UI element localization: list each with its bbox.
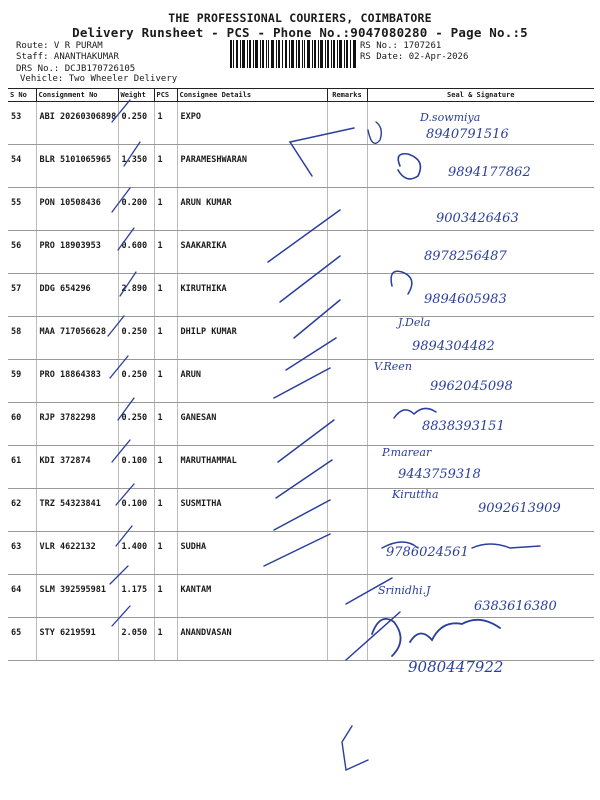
cell-consignee: KANTAM bbox=[177, 575, 327, 618]
staff-label: Staff: ANANTHAKUMAR bbox=[16, 52, 119, 62]
table-row bbox=[8, 360, 594, 403]
cell-consignee: ARUN KUMAR bbox=[177, 188, 327, 231]
runsheet-title: Delivery Runsheet - PCS - Phone No.:9047080280 - Page No.:5 bbox=[72, 25, 528, 40]
cell-signature bbox=[367, 231, 594, 274]
cell-remarks bbox=[327, 618, 367, 661]
cell-signature bbox=[367, 317, 594, 360]
handwritten-phone: 9092613909 bbox=[478, 501, 561, 516]
table-header-row bbox=[8, 89, 594, 102]
route-label: Route: V R PURAM bbox=[16, 41, 103, 51]
cell-weight: 0.200 bbox=[118, 188, 154, 231]
cell-remarks bbox=[327, 317, 367, 360]
table-row bbox=[8, 231, 594, 274]
cell-sno: 61 bbox=[8, 446, 36, 489]
cell-signature bbox=[367, 618, 594, 661]
cell-sno: 65 bbox=[8, 618, 36, 661]
cell-signature bbox=[367, 532, 594, 575]
cell-consignment: MAA 717056628 bbox=[36, 317, 118, 360]
cell-pcs: 1 bbox=[154, 575, 177, 618]
table-row bbox=[8, 145, 594, 188]
cell-consignee: SUDHA bbox=[177, 532, 327, 575]
cell-consignee: DHILP KUMAR bbox=[177, 317, 327, 360]
table-row bbox=[8, 575, 594, 618]
cell-weight: 1.350 bbox=[118, 145, 154, 188]
cell-remarks bbox=[327, 403, 367, 446]
cell-signature bbox=[367, 188, 594, 231]
handwritten-name: D.sowmiya bbox=[420, 111, 481, 124]
drs-number: DRS No.: DCJB170726105 bbox=[16, 64, 136, 74]
barcode-icon bbox=[230, 40, 356, 68]
company-name: THE PROFESSIONAL COURIERS, COIMBATORE bbox=[168, 11, 432, 25]
handwritten-phone: 9894605983 bbox=[424, 292, 507, 307]
cell-consignment: PRO 18903953 bbox=[36, 231, 118, 274]
cell-weight: 2.050 bbox=[118, 618, 154, 661]
cell-consignment: STY 6219591 bbox=[36, 618, 118, 661]
handwritten-name: Kiruttha bbox=[392, 488, 439, 501]
cell-sno: 56 bbox=[8, 231, 36, 274]
cell-consignment: BLR 5101065965 bbox=[36, 145, 118, 188]
handwritten-phone: 9786024561 bbox=[386, 545, 469, 560]
rs-number: RS No.: 1707261 bbox=[360, 41, 442, 51]
col-header: S No bbox=[8, 89, 36, 102]
cell-remarks bbox=[327, 575, 367, 618]
handwritten-name: Srinidhi.J bbox=[378, 584, 431, 597]
cell-sno: 58 bbox=[8, 317, 36, 360]
cell-remarks bbox=[327, 489, 367, 532]
cell-weight: 0.250 bbox=[118, 317, 154, 360]
handwritten-phone: 9080447922 bbox=[408, 658, 504, 676]
col-header: PCS bbox=[154, 89, 177, 102]
cell-weight: 0.100 bbox=[118, 489, 154, 532]
handwritten-name: P.marear bbox=[382, 446, 432, 459]
cell-sno: 63 bbox=[8, 532, 36, 575]
handwritten-phone: 9443759318 bbox=[398, 467, 481, 482]
cell-signature bbox=[367, 102, 594, 145]
handwritten-phone: 8978256487 bbox=[424, 249, 507, 264]
cell-pcs: 1 bbox=[154, 274, 177, 317]
cell-weight: 0.100 bbox=[118, 446, 154, 489]
cell-consignment: PRO 18864383 bbox=[36, 360, 118, 403]
cell-signature bbox=[367, 446, 594, 489]
table-row bbox=[8, 489, 594, 532]
cell-pcs: 1 bbox=[154, 403, 177, 446]
cell-consignment: ABI 20260306898 bbox=[36, 102, 118, 145]
handwritten-phone: 9894177862 bbox=[448, 165, 531, 180]
cell-consignment: TRZ 54323841 bbox=[36, 489, 118, 532]
cell-consignee: EXPO bbox=[177, 102, 327, 145]
cell-remarks bbox=[327, 102, 367, 145]
table-row bbox=[8, 317, 594, 360]
handwritten-phone: 8940791516 bbox=[426, 127, 509, 142]
cell-remarks bbox=[327, 145, 367, 188]
cell-consignment: VLR 4622132 bbox=[36, 532, 118, 575]
cell-pcs: 1 bbox=[154, 145, 177, 188]
cell-weight: 0.600 bbox=[118, 231, 154, 274]
cell-remarks bbox=[327, 231, 367, 274]
cell-sno: 59 bbox=[8, 360, 36, 403]
cell-remarks bbox=[327, 360, 367, 403]
cell-pcs: 1 bbox=[154, 446, 177, 489]
col-header: Remarks bbox=[327, 89, 367, 102]
cell-sno: 55 bbox=[8, 188, 36, 231]
cell-consignment: KDI 372874 bbox=[36, 446, 118, 489]
cell-signature bbox=[367, 145, 594, 188]
cell-signature bbox=[367, 360, 594, 403]
cell-sno: 57 bbox=[8, 274, 36, 317]
cell-pcs: 1 bbox=[154, 489, 177, 532]
cell-signature bbox=[367, 489, 594, 532]
table-row bbox=[8, 403, 594, 446]
cell-pcs: 1 bbox=[154, 618, 177, 661]
cell-consignment: SLM 392595981 bbox=[36, 575, 118, 618]
cell-pcs: 1 bbox=[154, 532, 177, 575]
handwritten-phone: 9962045098 bbox=[430, 379, 513, 394]
cell-consignee: MARUTHAMMAL bbox=[177, 446, 327, 489]
cell-sno: 60 bbox=[8, 403, 36, 446]
cell-weight: 2.890 bbox=[118, 274, 154, 317]
cell-consignee: SUSMITHA bbox=[177, 489, 327, 532]
cell-consignee: KIRUTHIKA bbox=[177, 274, 327, 317]
handwritten-phone: 9894304482 bbox=[412, 339, 495, 354]
vehicle-label: Vehicle: Two Wheeler Delivery bbox=[20, 74, 178, 84]
cell-pcs: 1 bbox=[154, 360, 177, 403]
handwritten-phone: 6383616380 bbox=[474, 599, 557, 614]
cell-remarks bbox=[327, 274, 367, 317]
cell-consignment: PON 10508436 bbox=[36, 188, 118, 231]
handwritten-name: J.Dela bbox=[398, 316, 431, 329]
cell-signature bbox=[367, 274, 594, 317]
cell-pcs: 1 bbox=[154, 317, 177, 360]
cell-consignee: PARAMESHWARAN bbox=[177, 145, 327, 188]
col-header: Seal & Signature bbox=[367, 89, 594, 102]
table-row bbox=[8, 532, 594, 575]
cell-pcs: 1 bbox=[154, 188, 177, 231]
cell-weight: 1.175 bbox=[118, 575, 154, 618]
cell-sno: 62 bbox=[8, 489, 36, 532]
cell-consignee: ANANDVASAN bbox=[177, 618, 327, 661]
table-row bbox=[8, 618, 594, 661]
cell-sno: 54 bbox=[8, 145, 36, 188]
cell-weight: 0.250 bbox=[118, 403, 154, 446]
signature-scribble bbox=[342, 726, 368, 770]
cell-remarks bbox=[327, 532, 367, 575]
cell-remarks bbox=[327, 188, 367, 231]
cell-pcs: 1 bbox=[154, 231, 177, 274]
cell-pcs: 1 bbox=[154, 102, 177, 145]
table-row bbox=[8, 102, 594, 145]
cell-weight: 0.250 bbox=[118, 360, 154, 403]
cell-consignment: RJP 3782298 bbox=[36, 403, 118, 446]
cell-weight: 0.250 bbox=[118, 102, 154, 145]
rs-date: RS Date: 02-Apr-2026 bbox=[360, 52, 469, 62]
col-header: Consignee Details bbox=[177, 89, 327, 102]
table-row bbox=[8, 446, 594, 489]
table-row bbox=[8, 274, 594, 317]
handwritten-phone: 8838393151 bbox=[422, 419, 505, 434]
col-header: Weight bbox=[118, 89, 154, 102]
cell-consignee: ARUN bbox=[177, 360, 327, 403]
cell-consignment: DDG 654296 bbox=[36, 274, 118, 317]
cell-consignee: SAAKARIKA bbox=[177, 231, 327, 274]
cell-sno: 53 bbox=[8, 102, 36, 145]
cell-consignee: GANESAN bbox=[177, 403, 327, 446]
col-header: Consignment No bbox=[36, 89, 118, 102]
handwritten-name: V.Reen bbox=[374, 360, 412, 373]
handwritten-phone: 9003426463 bbox=[436, 211, 519, 226]
cell-weight: 1.400 bbox=[118, 532, 154, 575]
cell-remarks bbox=[327, 446, 367, 489]
cell-sno: 64 bbox=[8, 575, 36, 618]
cell-signature bbox=[367, 403, 594, 446]
cell-signature bbox=[367, 575, 594, 618]
table-row bbox=[8, 188, 594, 231]
runsheet-table bbox=[8, 88, 594, 661]
